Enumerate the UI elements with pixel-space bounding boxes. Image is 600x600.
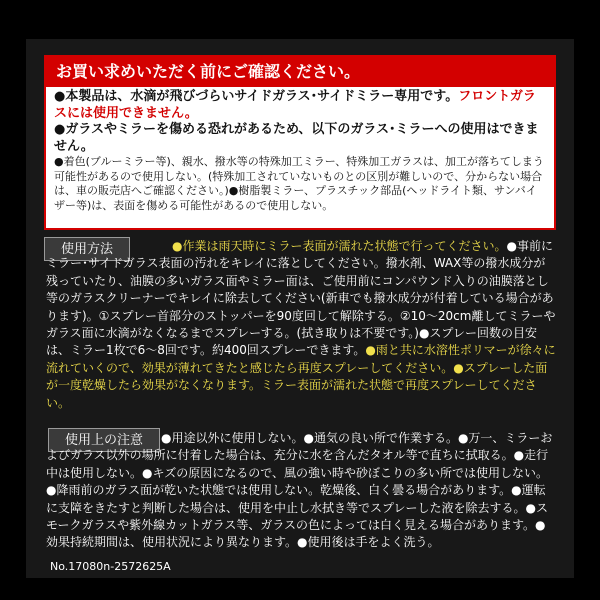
- notice-item-1-warning: フロントガラスには使用できません。: [54, 89, 536, 121]
- usage-highlight-1: ●作業は雨天時にミラー表面が濡れた状態で行ってください。: [172, 239, 507, 253]
- caution-tag: 使用上の注意: [48, 428, 160, 452]
- caution-body: ●用途以外に使用しない。●通気の良い所で作業する。●万一、ミラーおよびガラス以外の場所に付着した場合は、充分に水を含んだタオル等で直ちに拭取る。●走行中は使用しない。●キズの原因になるので、風の強い時や砂ぼこりの多い所では使用しない。●降雨前のガラス面が乾いた状態では使用しない。乾燥後、白く曇る場合があります。●運転に支障をきたすと判断した場合は、使用を中止し水拭き等でスプレーした液を除去する。●スモークガラスや紫外線カットガラス等、ガラスの色によっては白く見える場合があります。●効果持続期間は、使用状況により異なります。●使用後は手をよく洗う。: [46, 431, 553, 550]
- notice-item-1: [54, 89, 546, 122]
- usage-tag: 使用方法: [44, 237, 130, 261]
- usage-text: [46, 238, 556, 412]
- usage-highlight-2: ●雨と共に水溶性ポリマーが徐々に流れていくので、効果が薄れてきたと感じたら再度スプレーしてください。●スプレーした面が一度乾燥したら効果がなくなります。ミラー表面が濡れた状態で再度スプレーしてください。: [46, 343, 556, 410]
- usage-body: ●事前にミラー･サイドガラス表面の汚れをキレイに落としてください。撥水剤、WAX等の撥水成分が残っていたり、油膜の多いガラス面やミラー面は、ご使用前にコンパウンド入りの油膜落とし等のガラスクリーナーでキレイに除去してください(新車でも撥水成分が付着している場合があります)。①スプレー首部分のストッパーを90度回して解除する。②10～20cm離してミラーやガラス面に水滴がなくなるまでスプレーする。(拭き取りは不要です。)●スプレー回数の目安は、ミラー1枚で6～8回です。約400回スプレーできます。: [46, 239, 556, 358]
- product-number: No.17080n-2572625A: [50, 560, 171, 573]
- caution-text: [46, 430, 556, 552]
- usage-section: [46, 238, 556, 412]
- notice-box: [44, 55, 556, 230]
- notice-item-2: ●ガラスやミラーを傷める恐れがあるため、以下のガラス･ミラーへの使用はできません。: [54, 122, 539, 154]
- notice-body: [46, 87, 554, 213]
- notice-item-1-text: ●本製品は、水滴が飛びづらいサイドガラス･サイドミラー専用です。: [54, 89, 459, 104]
- notice-item-3: ●着色(ブルーミラー等)、親水、撥水等の特殊加工ミラー、特殊加工ガラスは、加工が落ちてしまう可能性があるので使用しない。(特殊加工されていないものとの区別が難しいので、分からない場合は、車の販売店へご確認ください。)●樹脂製ミラー、プラスチック部品(ヘッドライト類、サンバイザー等)は、表面を傷める可能性があるので使用しない。: [54, 155, 544, 212]
- notice-heading: お買い求めいただく前にご確認ください。: [46, 57, 554, 87]
- caution-section: [46, 430, 556, 552]
